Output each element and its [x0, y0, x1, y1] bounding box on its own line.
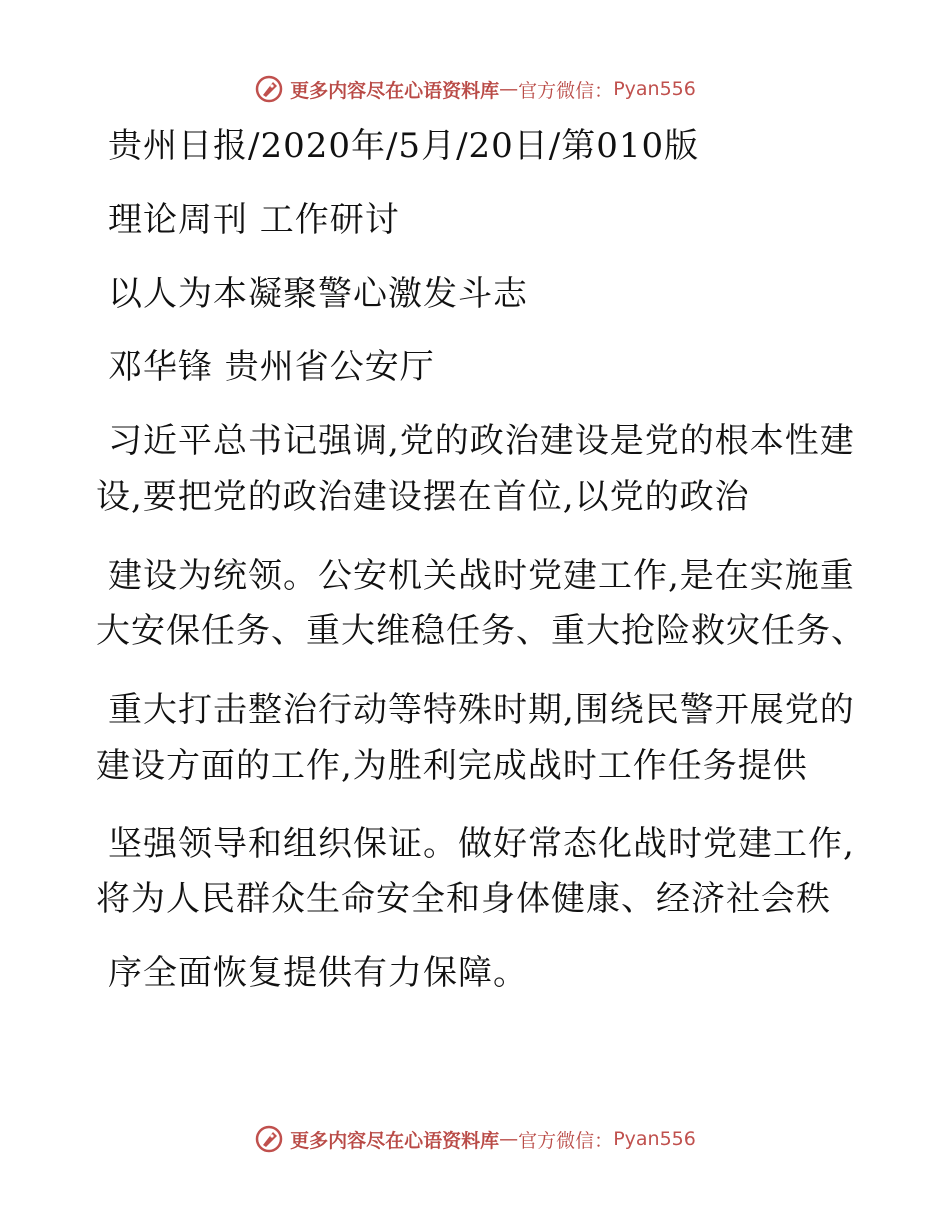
- watermark-wechat-label: 官方微信：: [518, 79, 614, 102]
- section-line: 理论周刊 工作研讨: [108, 200, 400, 240]
- body-line: 建设为统领。公安机关战时党建工作,是在实施重: [108, 556, 855, 596]
- source-line: 贵州日报/2020年/5月/20日/第010版: [108, 126, 700, 166]
- pen-nib-circle-icon: [254, 1124, 284, 1154]
- body-line: 序全面恢复提供有力保障。: [108, 953, 528, 993]
- body-line: 习近平总书记强调,党的政治建设是党的根本性建: [108, 421, 855, 461]
- watermark-wechat-id: Pyan556: [613, 1128, 696, 1150]
- header-watermark: [0, 74, 950, 104]
- body-line: 设,要把党的政治建设摆在首位,以党的政治: [96, 477, 750, 517]
- watermark-dash: —: [499, 1128, 519, 1150]
- watermark-dash: —: [499, 78, 519, 100]
- body-line: 坚强领导和组织保证。做好常态化战时党建工作,: [108, 824, 855, 864]
- body-line: 建设方面的工作,为胜利完成战时工作任务提供: [96, 746, 808, 786]
- watermark-wechat-label: 官方微信：: [518, 1129, 614, 1152]
- watermark-wechat-id: Pyan556: [613, 78, 696, 100]
- article-title: 以人为本凝聚警心激发斗志: [108, 274, 528, 314]
- body-line: 将为人民群众生命安全和身体健康、经济社会秩: [96, 879, 831, 919]
- author-line: 邓华锋 贵州省公安厅: [108, 347, 435, 387]
- watermark-text: 更多内容尽在心语资料库: [290, 79, 500, 102]
- watermark-text: 更多内容尽在心语资料库: [290, 1129, 500, 1152]
- pen-nib-circle-icon: [254, 74, 284, 104]
- footer-watermark: [0, 1124, 950, 1154]
- body-line: 重大打击整治行动等特殊时期,围绕民警开展党的: [108, 690, 855, 730]
- body-line: 大安保任务、重大维稳任务、重大抢险救灾任务、: [96, 611, 866, 651]
